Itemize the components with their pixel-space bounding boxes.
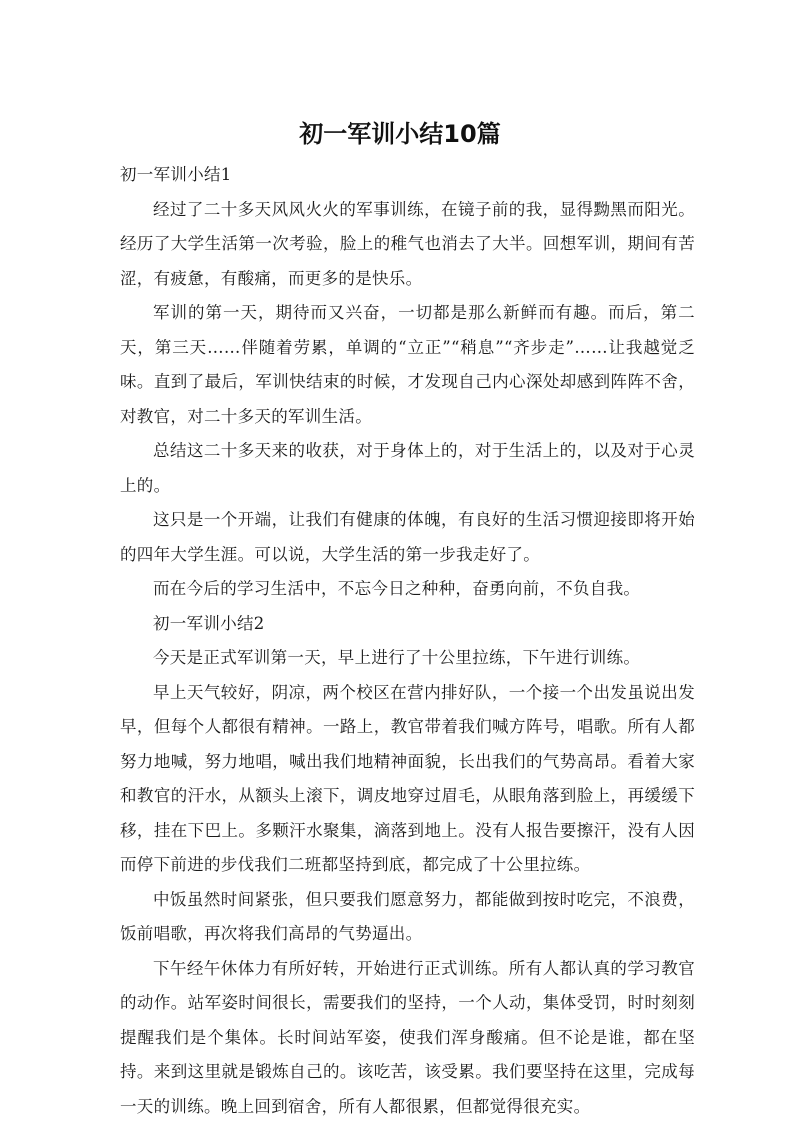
section-heading-2: 初一军训小结2 xyxy=(153,613,265,633)
paragraph: 经过了二十多天风风火火的军事训练，在镜子前的我，显得黝黑而阳光。经历了大学生活第一次考验，脸上的稚气也消去了大半。回想军训，期间有苦涩，有疲惫，有酸痛，而更多的是快乐。 xyxy=(120,199,695,288)
paragraph: 总结这二十多天来的收获，对于身体上的，对于生活上的，以及对于心灵上的。 xyxy=(120,441,695,495)
paragraph: 今天是正式军训第一天，早上进行了十公里拉练，下午进行训练。 xyxy=(153,648,641,667)
section-heading-1: 初一军训小结1 xyxy=(120,165,232,184)
paragraph: 中饭虽然时间紧张，但只要我们愿意努力，都能做到按时吃完，不浪费，饭前唱歌，再次将我们高昂的气势逼出。 xyxy=(120,889,695,943)
paragraph: 早上天气较好，阴凉，两个校区在营内排好队，一个接一个出发虽说出发早，但每个人都很有精神。一路上，教官带着我们喊方阵号，唱歌。所有人都努力地喊，努力地唱，喊出我们地精神面貌，长出我们的气势高昂。看着大家和教官的汗水，从额头上滚下，调皮地穿过眉毛，从眼角落到脸上，再缓缓下移，挂在下巴上。多颗汗水聚集，滴落到地上。没有人报告要擦汗，没有人因而停下前进的步伐我们二班都坚持到底，都完成了十公里拉练。 xyxy=(120,682,695,874)
document-body xyxy=(120,158,695,1124)
document-title: 初一军训小结10篇 xyxy=(299,120,501,148)
paragraph: 下午经午休体力有所好转，开始进行正式训练。所有人都认真的学习教官的动作。站军姿时间很长，需要我们的坚持，一个人动，集体受罚，时时刻刻提醒我们是个集体。长时间站军姿，使我们浑身酸痛。但不论是谁，都在坚持。来到这里就是锻炼自己的。该吃苦，该受累。我们要坚持在这里，完成每一天的训练。晚上回到宿舍，所有人都很累，但都觉得很充实。 xyxy=(120,958,695,1116)
paragraph: 而在今后的学习生活中，不忘今日之种种，奋勇向前，不负自我。 xyxy=(153,579,641,598)
paragraph: 军训的第一天，期待而又兴奋，一切都是那么新鲜而有趣。而后，第二天，第三天……伴随着劳累，单调的“立正”“稍息”“齐步走”……让我越觉乏味。直到了最后，军训快结束的时候，才发现自己内心深处却感到阵阵不舍，对教官，对二十多天的军训生活。 xyxy=(120,303,695,426)
paragraph: 这只是一个开端，让我们有健康的体魄，有良好的生活习惯迎接即将开始的四年大学生涯。可以说，大学生活的第一步我走好了。 xyxy=(120,510,695,564)
